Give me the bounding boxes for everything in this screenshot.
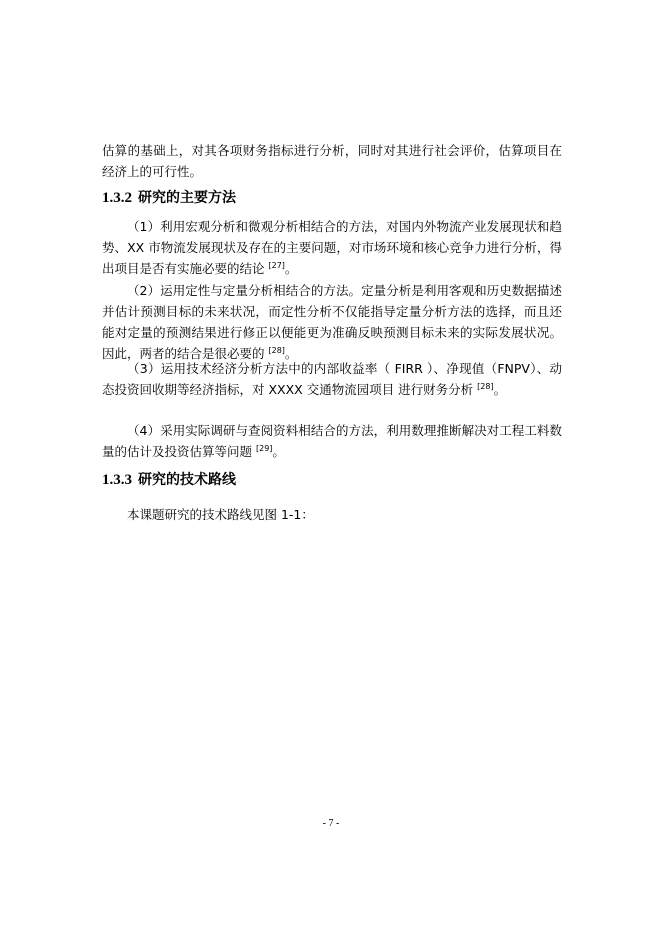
section-title: 研究的技术路线 (138, 472, 236, 488)
intro-paragraph (102, 140, 562, 182)
citation: [28] (477, 381, 494, 391)
sentence-end: 。 (284, 261, 298, 276)
sentence-end: 。 (284, 346, 298, 361)
section-heading-1-3-3 (102, 470, 236, 490)
method-text: （4）采用实际调研与查阅资料相结合的方法，利用数理推断解决对工程工料数量的估计及投资估算等问题 (102, 423, 562, 459)
citation: [27] (268, 260, 285, 270)
section-number: 1.3.2 (102, 190, 132, 206)
sentence-end: 。 (272, 444, 285, 459)
citation: [28] (268, 345, 285, 355)
route-paragraph (102, 504, 562, 525)
method-paragraph-1 (102, 216, 562, 279)
section-number: 1.3.3 (102, 472, 132, 488)
intro-text: 估算的基础上，对其各项财务指标进行分析，同时对其进行社会评价，估算项目在经济上的可行性。 (102, 143, 562, 179)
method-paragraph-2 (102, 280, 562, 364)
citation: [29] (256, 443, 273, 453)
page-number: - 7 - (322, 818, 340, 829)
method-text: （3）运用技术经济分析方法中的内部收益率（ FIRR ）、净现值（FNPV）、动态投资回收期等经济指标，对 XXXX 交通物流园项目 进行财务分析 (102, 361, 562, 397)
route-text: 本课题研究的技术路线见图 1-1： (127, 507, 314, 522)
sentence-end: 。 (493, 382, 507, 397)
method-text: （2）运用定性与定量分析相结合的方法。定量分析是利用客观和历史数据描述并估计预测目标的未来状况，而定性分析不仅能指导定量分析方法的选择，而且还能对定量的预测结果进行修正以便能更为准确反映预测目标未来的实际发展状况。因此，两者的结合是很必要的 (102, 283, 562, 361)
method-text: （1）利用宏观分析和微观分析相结合的方法，对国内外物流产业发展现状和趋势、XX 市物流发展现状及存在的主要问题，对市场环境和核心竞争力进行分析，得出项目是否有实施必要的结论 (102, 219, 562, 276)
section-heading-1-3-2 (102, 188, 236, 208)
section-title: 研究的主要方法 (138, 190, 236, 206)
method-paragraph-3 (102, 358, 562, 400)
method-paragraph-4 (102, 420, 562, 462)
